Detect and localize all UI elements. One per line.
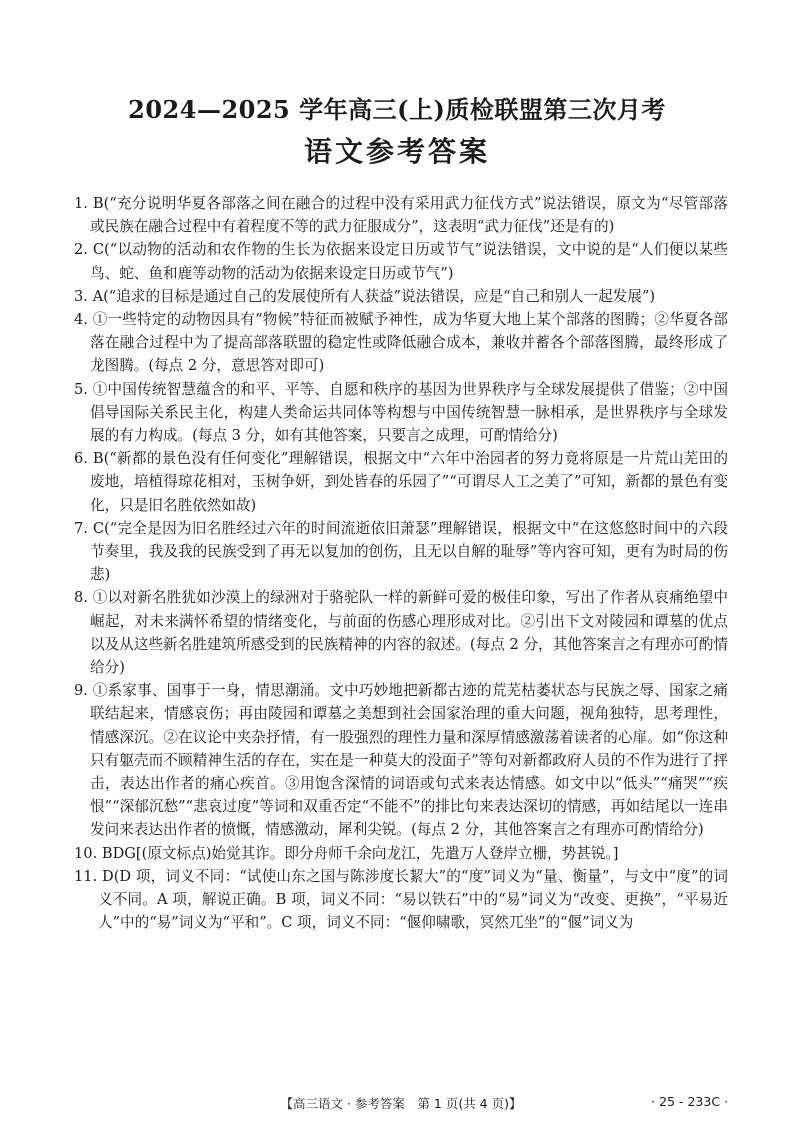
document-subtitle: 语文参考答案 (303, 135, 490, 168)
answer-item-10: 10. BDG[(原文标点)始觉其诈。即分舟师千余向龙江，先遣万人登岸立栅，势甚锐。] (74, 844, 619, 862)
answer-item-2: 2. C(“以动物的活动和农作物的生长为依据来设定日历或节气”说法错误，文中说的是“人们便以某些鸟、蛇、鱼和鹿等动物的活动为依据来设定日历或节气”) (74, 241, 728, 282)
answer-item-5: 5. ①中国传统智慧蕴含的和平、平等、自愿和秩序的基因为世界秩序与全球发展提供了借鉴；②中国倡导国际关系民主化，构建人类命运共同体等构想与中国传统智慧一脉相承，是世界秩序与全球发展的有力构成。(每点 3 分，如有其他答案，只要言之成理，可酌情给分) (74, 380, 728, 445)
answer-item-1: 1. B(“充分说明华夏各部落之间在融合的过程中没有采用武力征伐方式”说法错误，原文为“尽管部落或民族在融合过程中有着程度不等的武力征服成分”，这表明“武力征伐”还是有的) (74, 195, 728, 236)
answer-item-4: 4. ①一些特定的动物因具有“物候”特征而被赋予神性，成为华夏大地上某个部落的图腾；②华夏各部落在融合过程中为了提高部落联盟的稳定性或降低融合成本，兼收并蓄各个部落图腾，最终形成了龙图腾。(每点 2 分，意思答对即可) (74, 311, 728, 375)
answer-item-8: 8. ①以对新名胜犹如沙漠上的绿洲对于骆驼队一样的新鲜可爱的极佳印象，写出了作者从哀痛绝望中崛起，对未来满怀希望的情绪变化，与前面的伤感心理形成对比。②引出下文对陵园和谭墓的优点以及从这些新名胜建筑所感受到的民族精神的内容的叙述。(每点 2 分，其他答案言之有理亦可酌情给分) (74, 589, 728, 677)
footer-code: · 25 - 233C · (651, 1094, 728, 1109)
exam-title: 2024—2025 学年高三(上)质检联盟第三次月考 (128, 95, 666, 124)
answer-item-11: 11. D(D 项，词义不同：“试使山东之国与陈涉度长絜大”的“度”词义为“量、衡量”，与文中“度”的词义不同。A 项，解说正确。B 项，词义不同：“易以铁石”中的“易”词义为“改变、更换”，“平易近人”中的“易”词义为“平和”。C 项，词义不同：“偃仰啸歌，冥然兀坐”的“偃”词义为 (74, 867, 728, 932)
answer-item-9: 9. ①系家事、国事于一身，情思潮涌。文中巧妙地把新都古迹的荒芜枯萎状态与民族之辱、国家之痛联结起来，情感哀伤；再由陵园和谭墓之美想到社会国家治理的重大问题，视角独特，思考理性，情感深沉。②在议论中夹杂抒情，有一股强烈的理性力量和深厚情感激荡着读者的心扉。如“你这种只有躯壳而不顾精神生活的存在，实在是一种莫大的没面子”等句对新都政府人员的不作为进行了抨击，表达出作者的痛心疾首。③用饱含深情的词语或句式来表达情感。如文中以“低头”“痛哭”“疾恨”“深郁沉愁”“悲哀过度”等词和双重否定“不能不”的排比句来表达深切的情感，再如结尾以一连串发问来表达出作者的愤慨，情感激动，犀利尖锐。(每点 2 分，其他答案言之有理亦可酌情给分) (74, 682, 728, 839)
answer-item-7: 7. C(“完全是因为旧名胜经过六年的时间流逝依旧萧瑟”理解错误，根据文中“在这悠悠时间中的六段节奏里，我及我的民族受到了再无以复加的创伤，且无以自解的耻辱”等内容可知，更有为时局的伤悲) (74, 519, 728, 584)
answer-item-6: 6. B(“新都的景色没有任何变化”理解错误，根据文中“六年中治园者的努力竟将原是一片荒山芜田的废地，培植得琼花相对，玉树争妍，到处皆春的乐园了”“可谓尽人工之美了”可知，新都的景色有变化，只是旧名胜依然如故) (74, 450, 728, 514)
footer-page-info: 【高三语文 · 参考答案 第 1 页(共 4 页)】 (280, 1096, 522, 1111)
answer-list (74, 192, 728, 935)
answer-item-3: 3. A(“追求的目标是通过自己的发展使所有人获益”说法错误，应是“自己和别人一起发展”) (74, 287, 656, 305)
